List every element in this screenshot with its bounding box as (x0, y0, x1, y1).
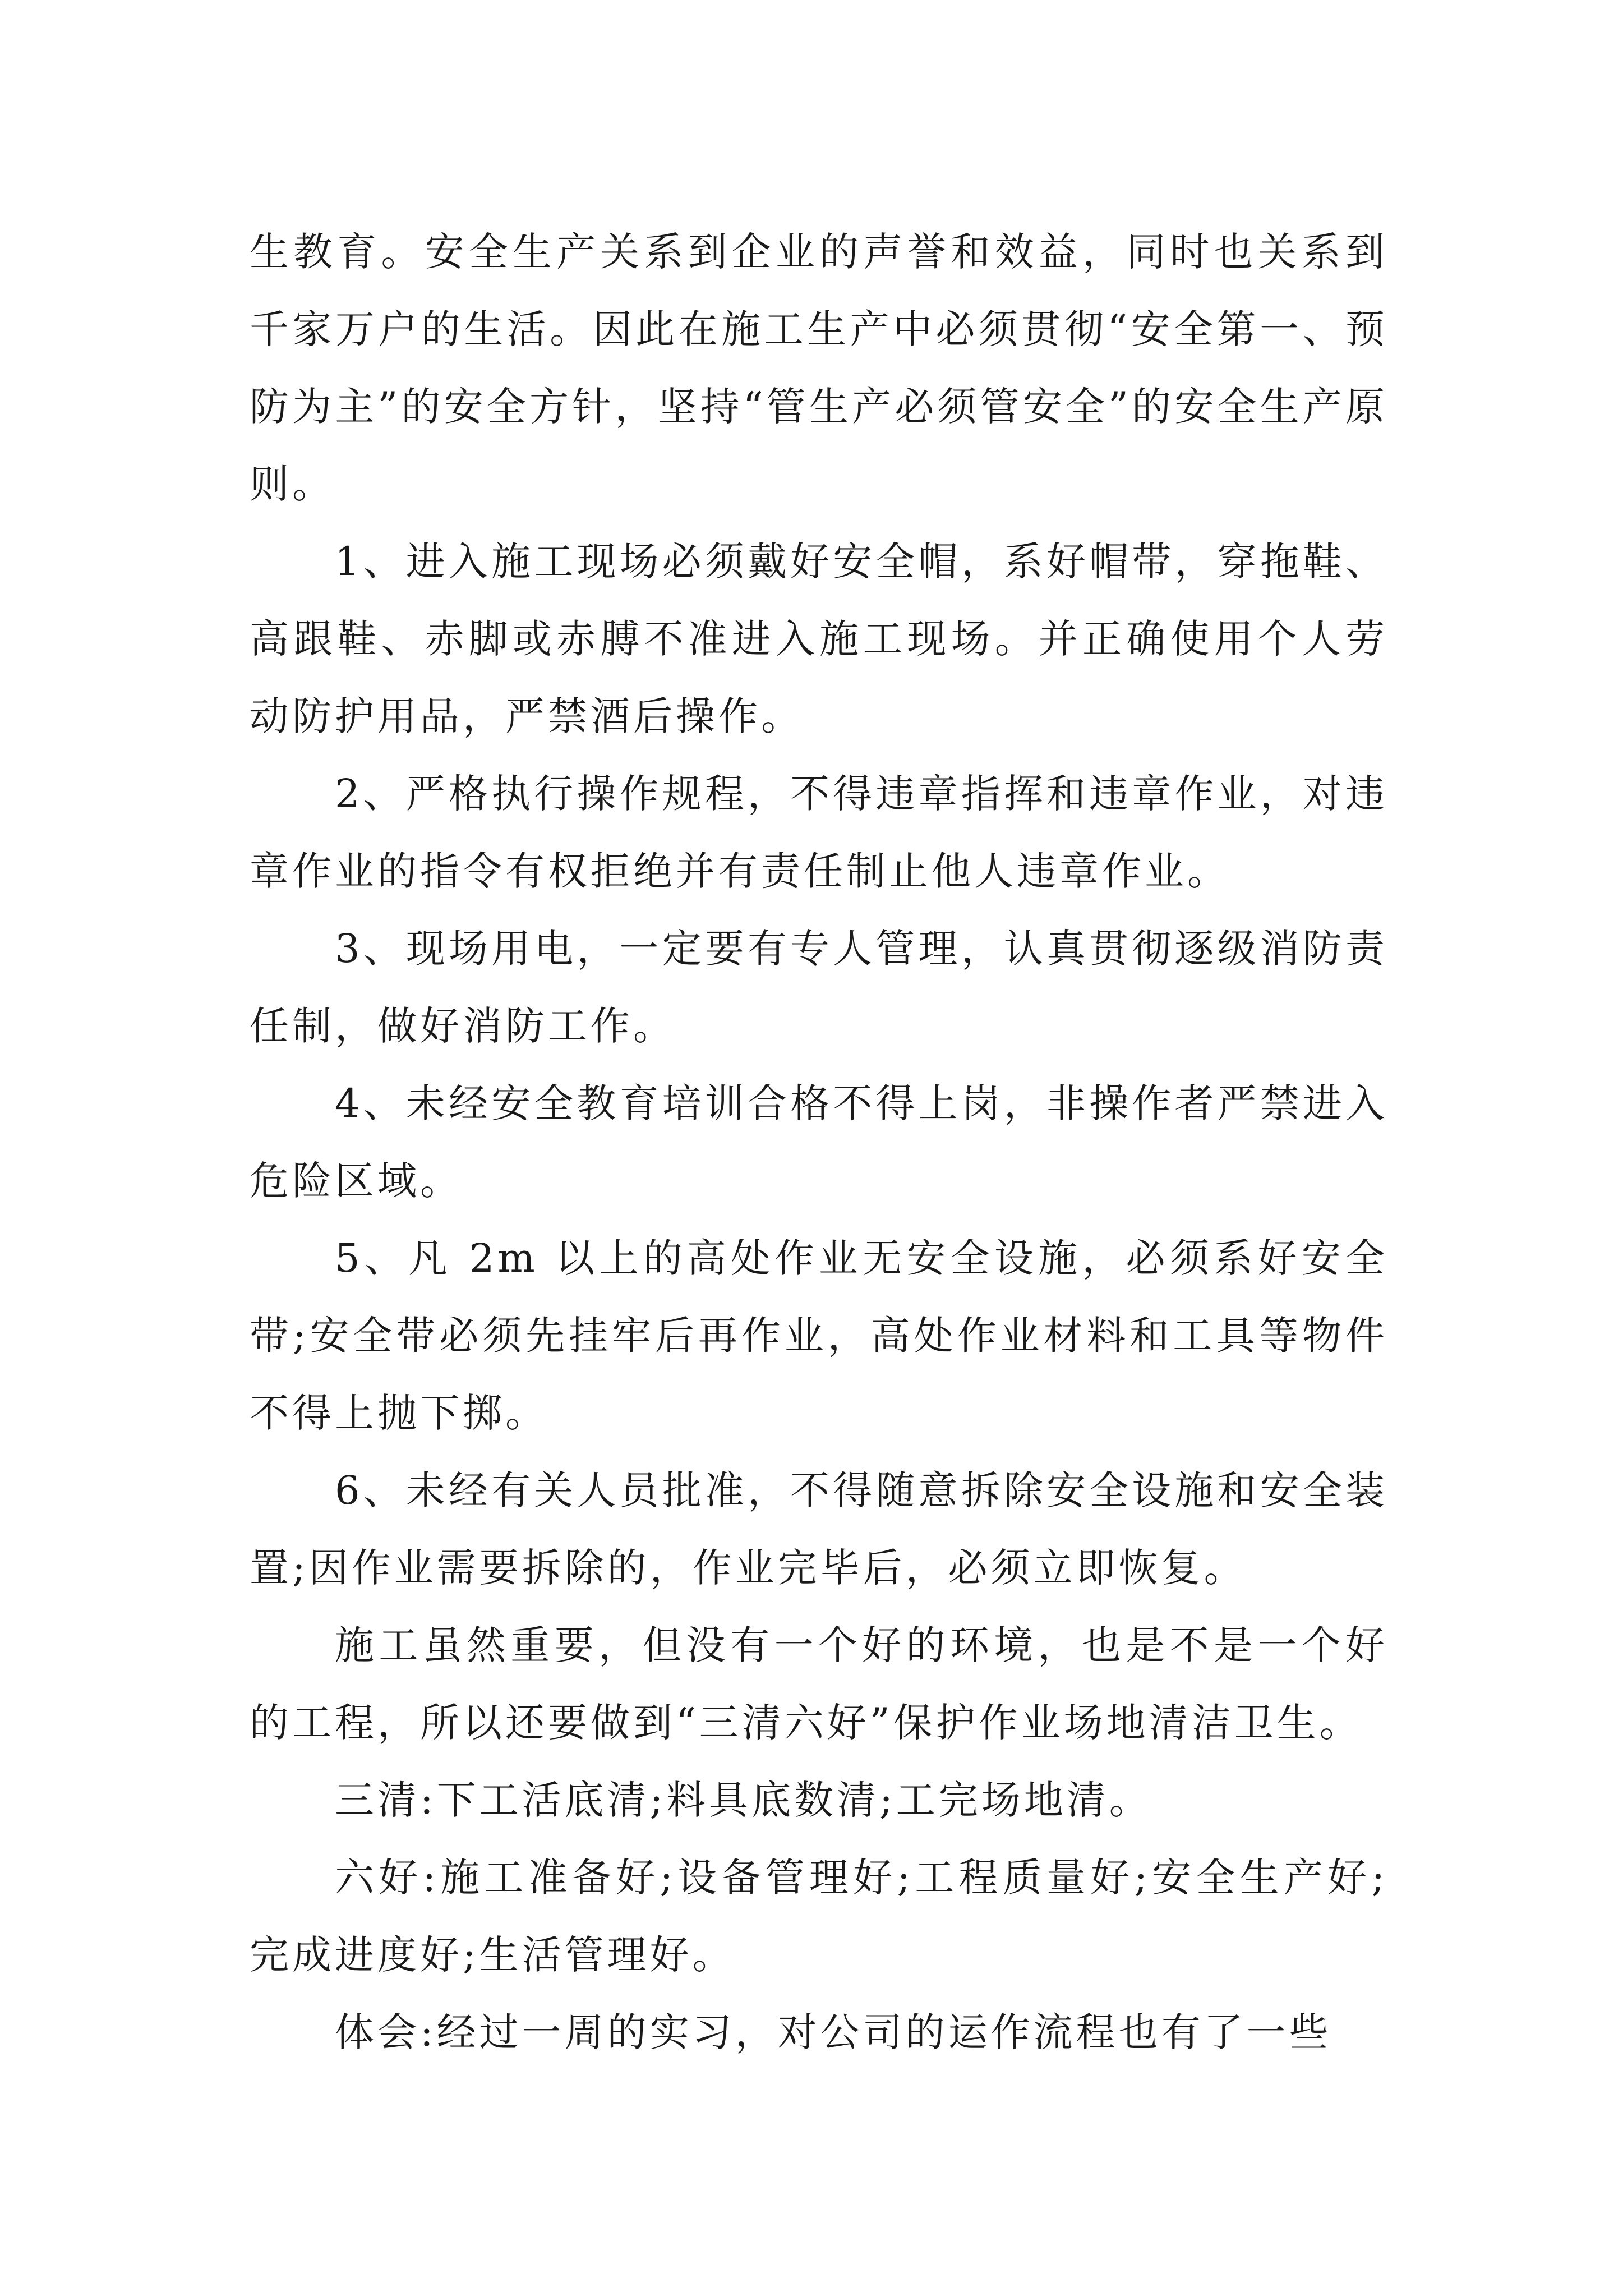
paragraph: 2、严格执行操作规程，不得违章指挥和违章作业，对违章作业的指令有权拒绝并有责任制止他人违章作业。 (250, 771, 1388, 894)
paragraph: 5、凡 2m 以上的高处作业无安全设施，必须系好安全带;安全带必须先挂牢后再作业，高处作业材料和工具等物件不得上抛下掷。 (250, 1235, 1388, 1436)
paragraph: 4、未经安全教育培训合格不得上岗，非操作者严禁进入危险区域。 (250, 1080, 1388, 1204)
paragraph: 生教育。安全生产关系到企业的声誉和效益，同时也关系到千家万户的生活。因此在施工生产中必须贯彻“安全第一、预防为主”的安全方针，坚持“管生产必须管安全”的安全生产原则。 (250, 229, 1388, 507)
paragraph: 1、进入施工现场必须戴好安全帽，系好帽带，穿拖鞋、高跟鞋、赤脚或赤膊不准进入施工现场。并正确使用个人劳动防护用品，严禁酒后操作。 (250, 539, 1388, 739)
paragraph: 三清:下工活底清;料具底数清;工完场地清。 (335, 1777, 1152, 1823)
paragraph: 6、未经有关人员批准，不得随意拆除安全设施和安全装置;因作业需要拆除的，作业完毕后，必须立即恢复。 (250, 1467, 1388, 1591)
paragraph: 体会:经过一周的实习，对公司的运作流程也有了一些 (335, 2009, 1332, 2055)
paragraph: 3、现场用电，一定要有专人管理，认真贯彻逐级消防责任制，做好消防工作。 (250, 926, 1388, 1049)
document-body (250, 213, 1388, 2071)
paragraph: 施工虽然重要，但没有一个好的环境，也是不是一个好的工程，所以还要做到“三清六好”保护作业场地清洁卫生。 (250, 1622, 1388, 1746)
paragraph: 六好:施工准备好;设备管理好;工程质量好;安全生产好;完成进度好;生活管理好。 (250, 1855, 1388, 1978)
